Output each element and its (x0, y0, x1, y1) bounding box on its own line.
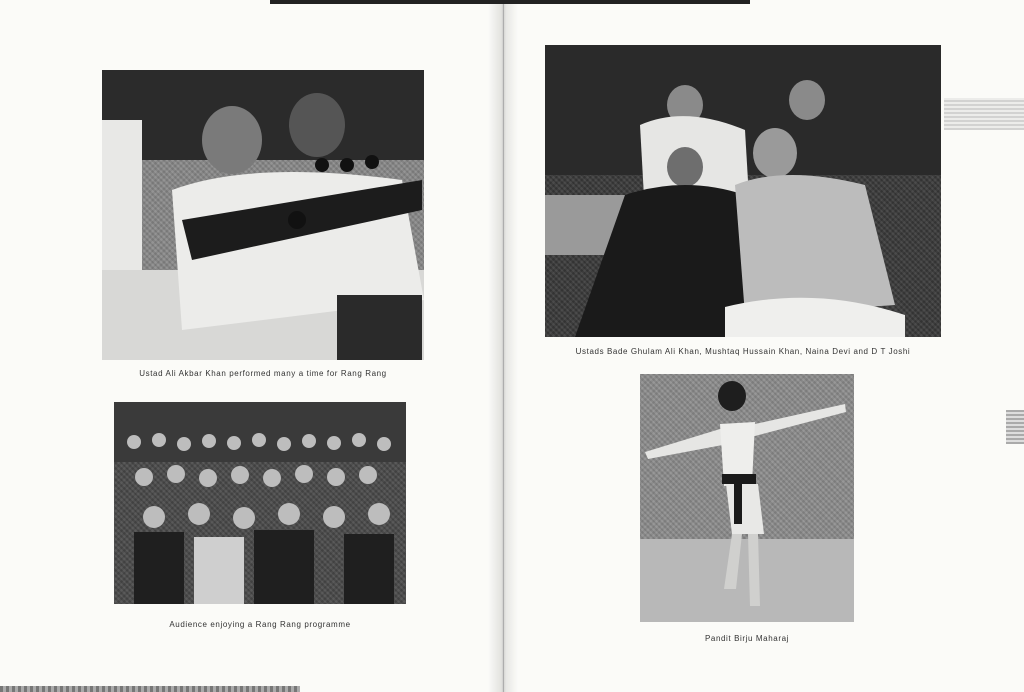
book-gutter (488, 0, 518, 692)
caption-group: Ustads Bade Ghulam Ali Khan, Mushtaq Hussain Khan, Naina Devi and D T Joshi (575, 347, 911, 356)
photo-sitar-performance (102, 70, 424, 360)
caption-dancer: Pandit Birju Maharaj (704, 634, 790, 643)
caption-sitar: Ustad Ali Akbar Khan performed many a time for Rang Rang (139, 369, 387, 378)
page-bottom-edge (0, 686, 300, 692)
photo-dancer (640, 374, 854, 622)
page-top-edge (270, 0, 750, 4)
photo-group-musicians (545, 45, 941, 337)
page-edge-mark (1006, 410, 1024, 444)
caption-audience: Audience enjoying a Rang Rang programme (169, 620, 351, 629)
photo-audience (114, 402, 406, 604)
page-edge-mark (944, 98, 1024, 130)
